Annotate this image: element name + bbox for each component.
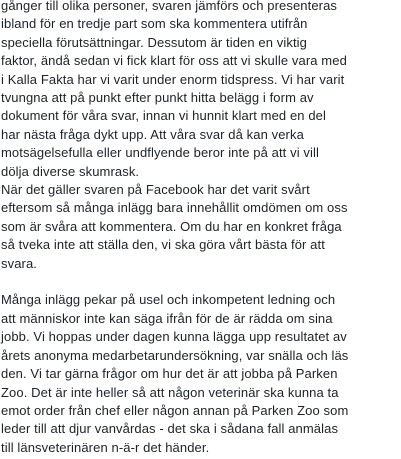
paragraph-spacer <box>1 273 397 291</box>
post-paragraph: När det gäller svaren på Facebook har det varit svårt eftersom så många inlägg bara innehållit omdömen om oss som är svåra att kommentera. Om du har en konkret fråga så tveka inte att ställa den, vi ska göra vårt bästa för att svara. <box>1 182 348 271</box>
post-paragraph: Många inlägg pekar på usel och inkompetent ledning och att människor inte kan säga ifrån för de är rädda om sina jobb. Vi hoppas under dagen kunna lägga upp resultatet av årets anonyma medarbetarundersökning, var snälla och läs den. Vi tar gärna frågor om hur det är att jobba på Parken Zoo. Det är inte heller så att någon veterinär ska kunna ta emot order från chef eller någon annan på Parken Zoo som leder till att djur vanvårdas - det ska i sådana fall anmälas till länsveterinären n-ä-r det händer. <box>1 292 349 455</box>
post-paragraph: gånger till olika personer, svaren jämförs och presenteras ibland för en tredje part som ska kommentera utifrån speciella förutsättningar. Dessutom är tiden en viktig faktor, ändå sedan vi fick klart för oss att vi skulle vara med i Kalla Fakta har vi varit under enorm tidspress. Vi har varit tvungna att på punkt efter punkt hitta belägg i form av dokument för våra svar, innan vi hunnit klart med en del har nästa fråga dykt upp. Att våra svar då kan verka motsägelsefulla eller undflyende beror inte på att vi vill dölja diverse skumrask. <box>1 0 347 179</box>
